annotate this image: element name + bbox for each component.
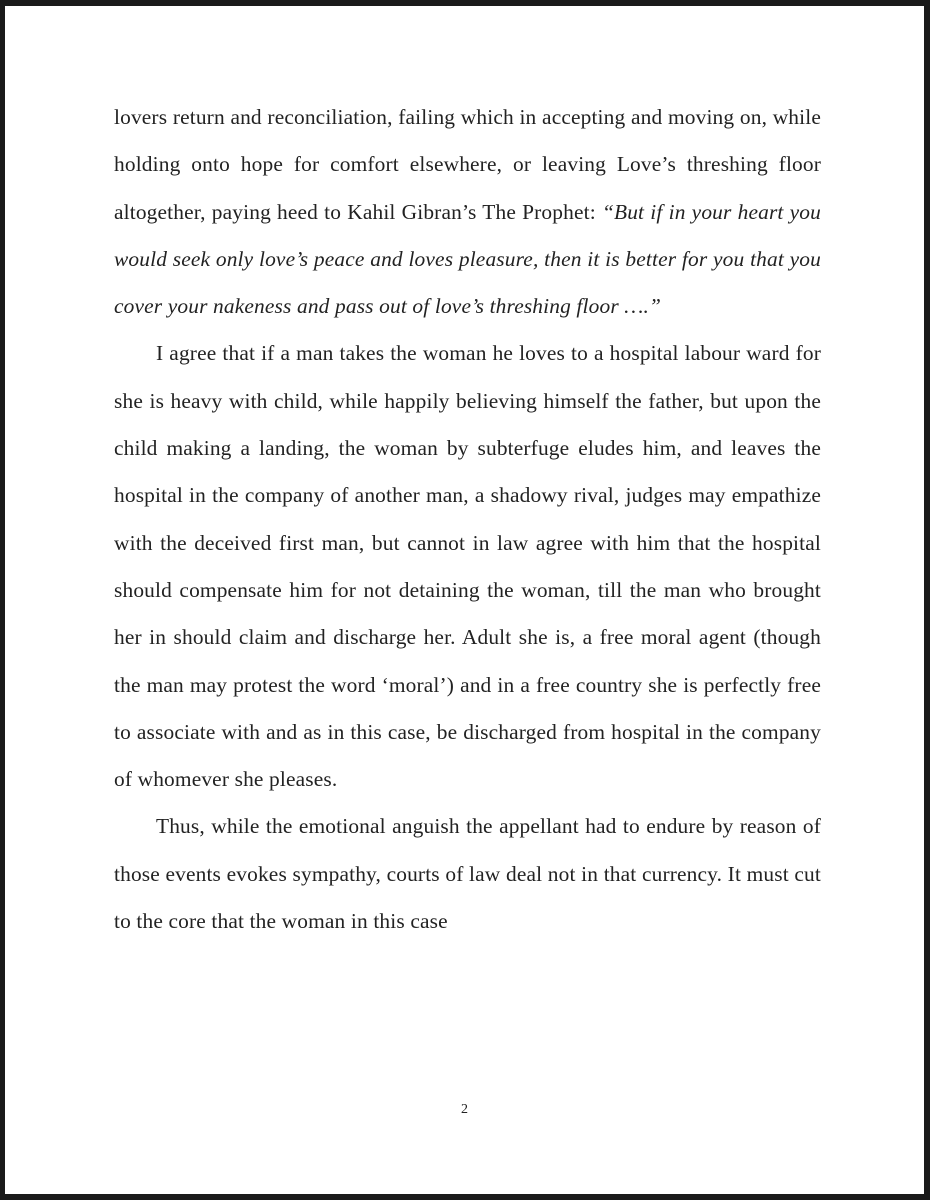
paragraph-1-text: lovers return and reconciliation, failing which in accepting and moving on, while holding onto hope for comfort elsewhere, or leaving Love’s threshing floor altogether, paying heed to Kahil Gibran’s The Prophet: bbox=[114, 105, 821, 224]
document-page bbox=[5, 6, 924, 1194]
paragraph-1 bbox=[114, 94, 821, 330]
page-number: 2 bbox=[461, 1102, 468, 1117]
document-body bbox=[114, 94, 821, 945]
gibran-quote: “But if in your heart you would seek only love’s peace and loves pleasure, then it is better for you that you cover your nakeness and pass out of love’s threshing floor ….” bbox=[114, 199, 821, 319]
paragraph-2: I agree that if a man takes the woman he loves to a hospital labour ward for she is heavy with child, while happily believing himself the father, but upon the child making a landing, the woman by subterfuge eludes him, and leaves the hospital in the company of another man, a shadowy rival, judges may empathize with the deceived first man, but cannot in law agree with him that the hospital should compensate him for not detaining the woman, till the man who brought her in should claim and discharge her. Adult she is, a free moral agent (though the man may protest the word ‘moral’) and in a free country she is perfectly free to associate with and as in this case, be discharged from hospital in the company of whomever she pleases. bbox=[114, 341, 821, 792]
paragraph-3: Thus, while the emotional anguish the appellant had to endure by reason of those events evokes sympathy, courts of law deal not in that currency. It must cut to the core that the woman in this case bbox=[114, 814, 821, 934]
